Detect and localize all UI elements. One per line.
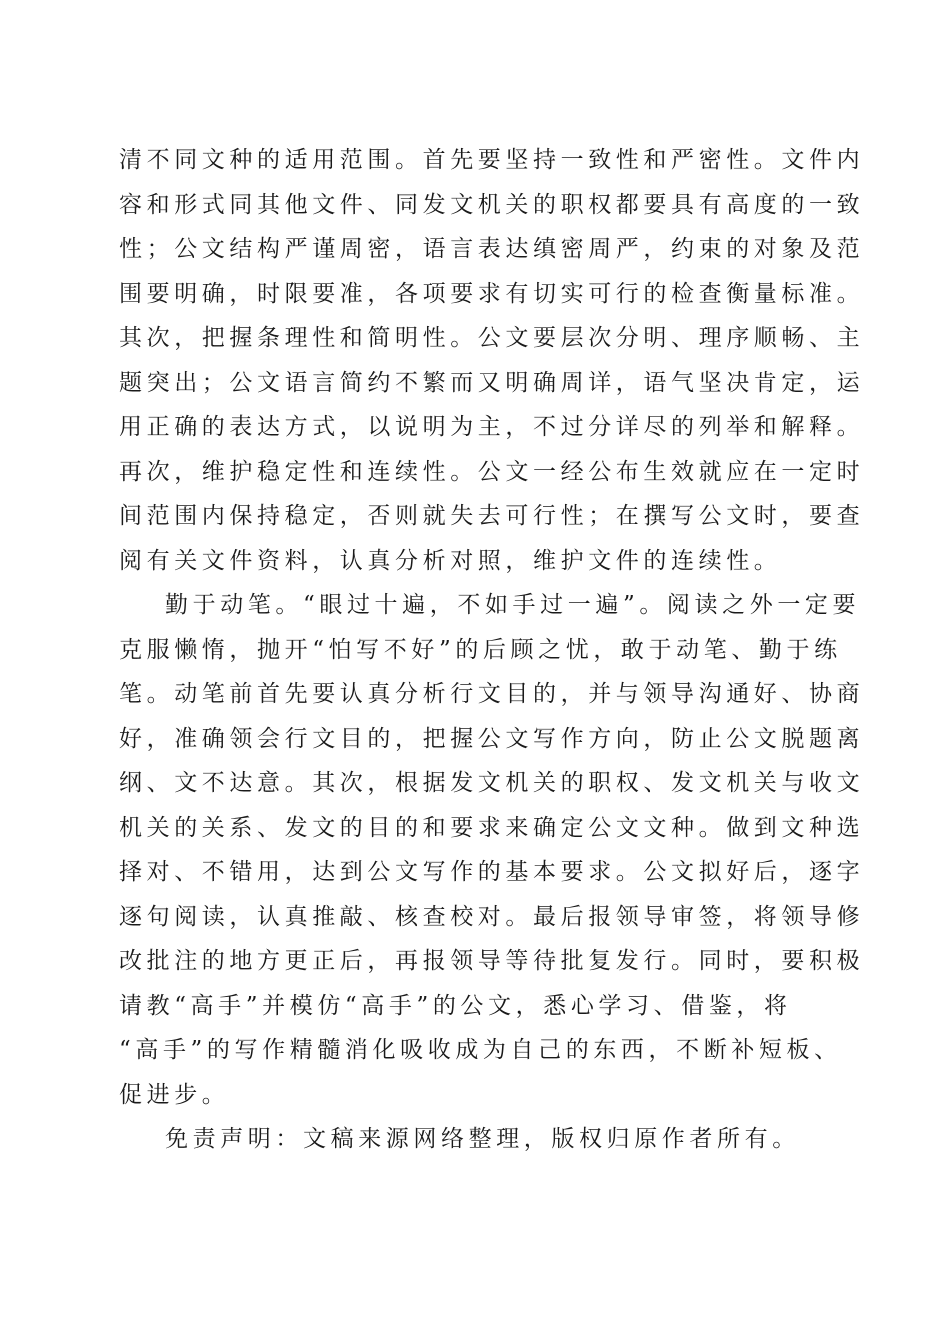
text-line: 性；公文结构严谨周密，语言表达缜密周严，约束的对象及范 [119, 236, 865, 262]
text-line: 请教“高手”并模仿“高手”的公文，悉心学习、借鉴，将 [119, 992, 792, 1019]
text-line: 围要明确，时限要准，各项要求有切实可行的检查衡量标准。 [119, 280, 865, 307]
text-line: 逐句阅读，认真推敲、核查校对。最后报领导审签，将领导修 [119, 903, 865, 930]
text-line: 其次，把握条理性和简明性。公文要层次分明、理序顺畅、主 [119, 325, 865, 351]
text-line: 题突出；公文语言简约不繁而又明确周详，语气坚决肯定，运 [119, 369, 865, 396]
text-line: 笔。动笔前首先要认真分析行文目的，并与领导沟通好、协商 [119, 681, 865, 707]
text-line: “高手”的写作精髓消化吸收成为自己的东西，不断补短板、 [119, 1037, 842, 1063]
text-line: 容和形式同其他文件、同发文机关的职权都要具有高度的一致 [119, 191, 865, 218]
text-line: 间范围内保持稳定，否则就失去可行性；在撰写公文时，要查 [119, 503, 865, 529]
disclaimer-line: 免责声明：文稿来源网络整理，版权归原作者所有。 [165, 1126, 800, 1152]
paragraph-start-line: 勤于动笔。“眼过十遍，不如手过一遍”。阅读之外一定要 [165, 592, 861, 618]
text-line: 清不同文种的适用范围。首先要坚持一致性和严密性。文件内 [119, 147, 865, 173]
text-line: 再次，维护稳定性和连续性。公文一经公布生效就应在一定时 [119, 458, 865, 485]
text-line: 阅有关文件资料，认真分析对照，维护文件的连续性。 [119, 547, 782, 574]
text-line: 用正确的表达方式，以说明为主，不过分详尽的列举和解释。 [119, 414, 865, 440]
text-line: 好，准确领会行文目的，把握公文写作方向，防止公文脱题离 [119, 725, 865, 752]
body-text [119, 138, 865, 1162]
text-line: 改批注的地方更正后，再报领导等待批复发行。同时，要积极 [119, 948, 865, 974]
text-line: 克服懒惰，抛开“怕写不好”的后顾之忧，敢于动笔、勤于练 [119, 636, 842, 663]
text-line: 机关的关系、发文的目的和要求来确定公文文种。做到文种选 [119, 814, 865, 841]
text-line: 择对、不错用，达到公文写作的基本要求。公文拟好后，逐字 [119, 859, 865, 885]
text-line: 促进步。 [119, 1081, 230, 1108]
text-line: 纲、文不达意。其次，根据发文机关的职权、发文机关与收文 [119, 770, 865, 796]
